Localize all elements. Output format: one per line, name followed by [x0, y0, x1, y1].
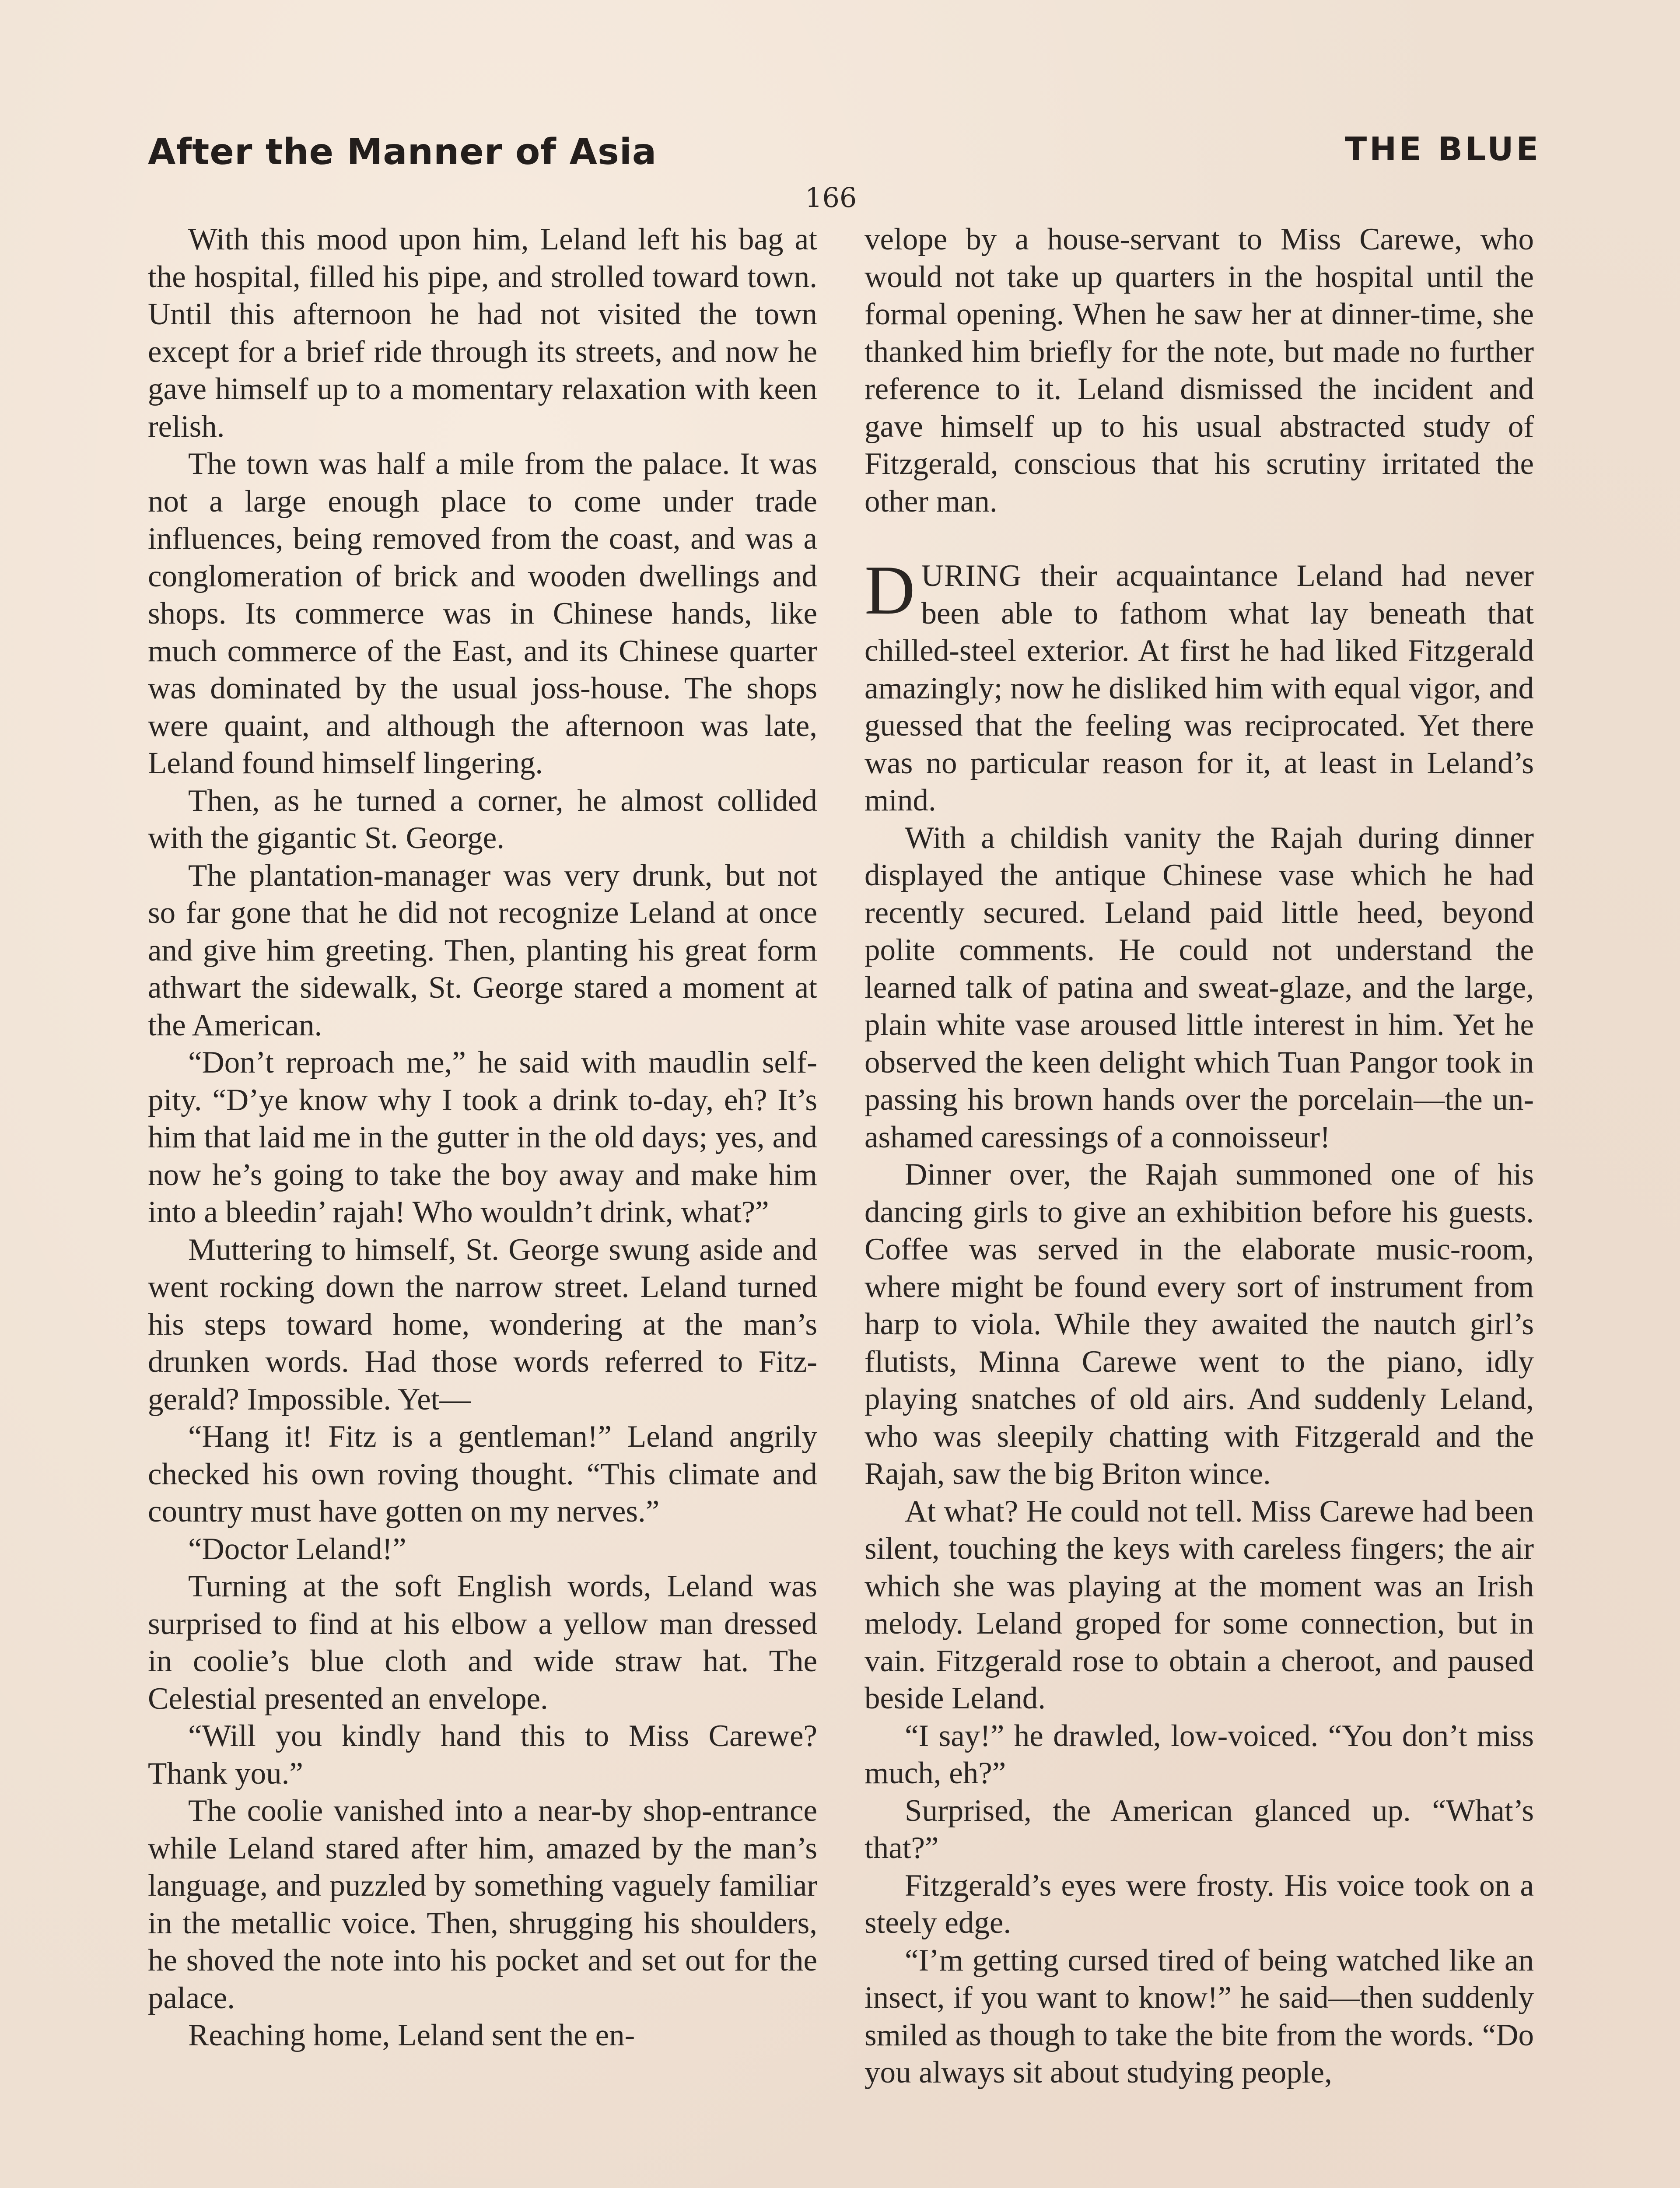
paragraph: The town was half a mile from the palace. It was not a large enough place to come under trade influences, being removed from the coast, and was a conglomeration of brick and wooden dwellings and shops. Its commerce was in Chinese hands, like much commerce of the East, and its Chinese quarter was dominated by the usual joss-house. The shops were quaint, and although the afternoon was late, Leland found himself lingering. — [148, 447, 817, 780]
paragraph: “I say!” he drawled, low-voiced. “You don’t miss much, eh?” — [864, 1718, 1534, 1790]
paragraph: Muttering to himself, St. George swung aside and went rocking down the narrow street. Leland turned his steps toward home, wondering at the man’s drunken words. Had those words referred to Fitzgerald? Impossible. Yet— — [148, 1232, 817, 1417]
paragraph: Reaching home, Leland sent the en- — [188, 2018, 635, 2052]
story-title: After the Manner of Asia — [148, 131, 657, 173]
paragraph: “Don’t reproach me,” he said with maudlin self-pity. “D’ye know why I took a drink to-day, eh? It’s him that laid me in the gutter in the old days; yes, and now he’s going to take the boy away and make him into a bleedin’ rajah! Who wouldn’t drink, what?” — [148, 1045, 817, 1229]
section-opening-text: their acquaintance Leland had never been able to fathom what lay beneath that chilled-steel exterior. At first he had liked Fitzgerald amazingly; now he disliked him with equal vigor, and guessed that the feeling was reciprocated. Yet there was no particular reason for it, at least in Leland’s mind. — [864, 559, 1534, 817]
page-number: 166 — [805, 182, 857, 214]
paragraph: The plantation-manager was very drunk, but not so far gone that he did not recognize Leland at once and give him greeting. Then, planting his great form athwart the sidewalk, St. George stared a moment at the American. — [148, 858, 817, 1042]
paragraph: Fitzgerald’s eyes were frosty. His voice took on a steely edge. — [864, 1868, 1534, 1940]
small-caps-lead: URING — [921, 559, 1022, 593]
right-column — [864, 221, 1534, 2092]
section-opening-paragraph — [864, 551, 1534, 820]
paragraph: The coolie vanished into a near-by shop-entrance while Leland stared after him, amazed by the man’s language, and puzzled by something vaguely familiar in the metallic voice. Then, shrugging his shoulders, he shoved the note into his pocket and set out for the palace. — [148, 1794, 817, 2015]
paragraph: Dinner over, the Rajah summoned one of his dancing girls to give an exhibition before his guests. Coffee was served in the elaborate music-room, where might be found every sort of instrument from harp to viola. While they awaited the nautch girl’s flutists, Minna Carewe went to the piano, idly playing snatches of old airs. And suddenly Leland, who was sleepily chatting with Fitzgerald and the Rajah, saw the big Briton wince. — [864, 1157, 1534, 1491]
paragraph: Then, as he turned a corner, he almost collided with the gigantic St. George. — [148, 783, 817, 855]
paragraph: “Hang it! Fitz is a gentleman!” Leland angrily checked his own roving thought. “This climate and country must have gotten on my nerves.” — [148, 1420, 817, 1529]
left-column — [148, 221, 817, 2055]
paragraph: Surprised, the American glanced up. “What’s that?” — [864, 1793, 1534, 1865]
paragraph: With this mood upon him, Leland left his bag at the hospital, filled his pipe, and strolled toward town. Until this afternoon he had not visited the town except for a brief ride through its streets, and now he gave himself up to a momentary relaxation with keen relish. — [148, 222, 817, 444]
paragraph: “Will you kindly hand this to Miss Carewe? Thank you.” — [148, 1719, 817, 1791]
section-break — [864, 520, 1534, 558]
magazine-name: THE BLUE — [1344, 130, 1541, 168]
paragraph-continued: velope by a house-servant to Miss Carewe, who would not take up quarters in the hospital until the formal opening. When he saw her at dinner-time, she thanked him briefly for the note, but made no further reference to it. Leland dismissed the incident and gave himself up to his usual abstracted study of Fitzgerald, conscious that his scrutiny irritated the other man. — [864, 222, 1534, 519]
paragraph: At what? He could not tell. Miss Carewe had been silent, touching the keys with careless fingers; the air which she was playing at the moment was an Irish melody. Leland groped for some connection, but in vain. Fitzgerald rose to obtain a cheroot, and paused beside Leland. — [864, 1494, 1534, 1715]
paragraph: With a childish vanity the Rajah during dinner displayed the antique Chinese vase which he had recently secured. Leland paid little heed, beyond polite comments. He could not understand the learned talk of patina and sweat-glaze, and the large, plain white vase aroused little interest in him. Yet he observed the keen delight which Tuan Pangor took in passing his brown hands over the porcelain—the unashamed caressings of a connoisseur! — [864, 820, 1534, 1154]
drop-cap: D — [864, 551, 915, 629]
paragraph: “I’m getting cursed tired of being watched like an insect, if you want to know!” he said—then suddenly smiled as though to take the bite from the words. “Do you always sit about studying people, — [864, 1943, 1534, 2090]
paragraph: “Doctor Leland!” — [188, 1532, 406, 1566]
paragraph: Turning at the soft English words, Leland was surprised to find at his elbow a yellow man dressed in coolie’s blue cloth and wide straw hat. The Celestial presented an envelope. — [148, 1569, 817, 1716]
